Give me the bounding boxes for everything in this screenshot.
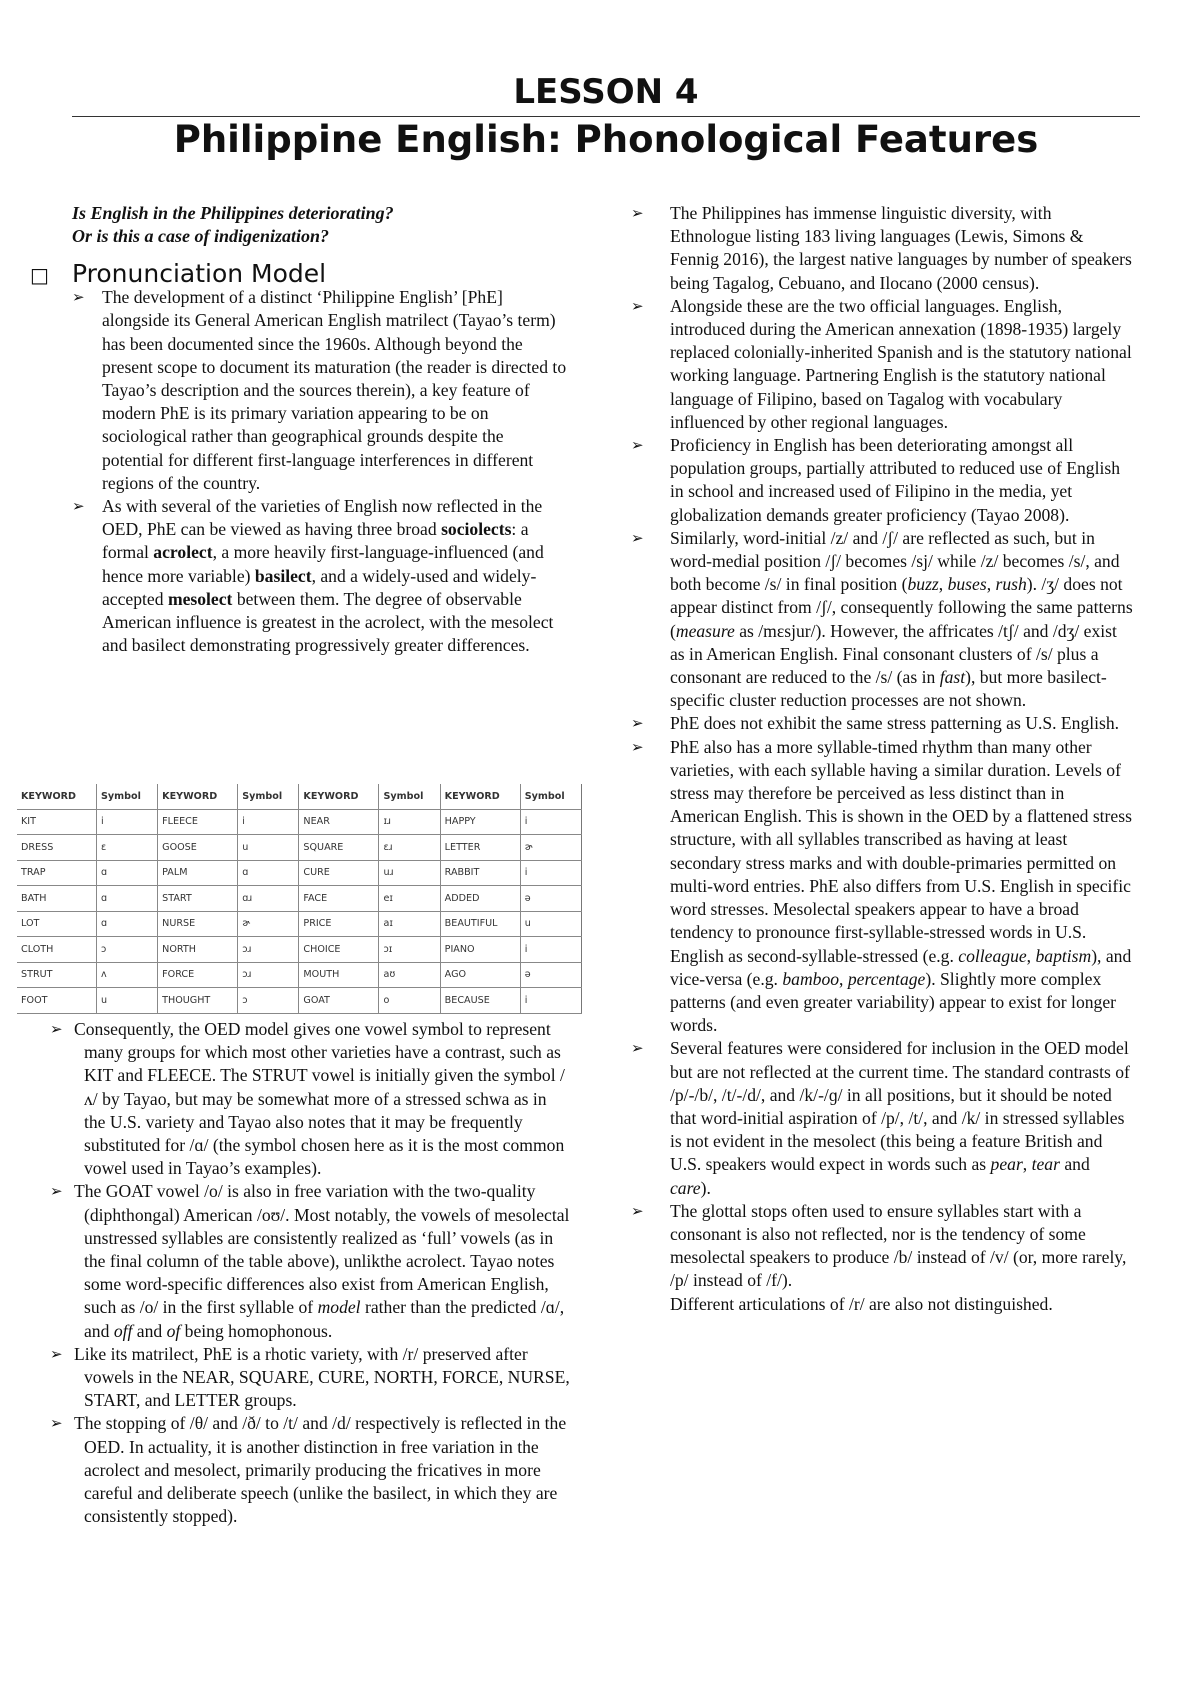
table-header-cell: KEYWORD	[158, 784, 238, 809]
table-row	[17, 809, 582, 835]
left-bullet-lower-text: Like its matrilect, PhE is a rhotic variety, with /r/ preserved after vowels in the NEAR, SQUARE, CURE, NORTH, FORCE, NURSE, START, and LETTER groups.	[74, 1343, 570, 1411]
right-bullet-list	[630, 202, 1134, 1293]
table-cell: BECAUSE	[440, 988, 520, 1014]
table-cell: u	[96, 988, 157, 1014]
table-cell: ɑ	[96, 860, 157, 886]
right-bullet-text: The Philippines has immense linguistic diversity, with Ethnologue listing 183 living languages (Lewis, Simons & Fennig 2016), the largest native languages by number of speakers being Tagalog, Cebuano, and Ilocano (2000 census).	[670, 203, 1132, 293]
table-cell: RABBIT	[440, 860, 520, 886]
right-bullet-text: The glottal stops often used to ensure syllables start with a consonant is also not reflected, nor is the tendency of some mesolectal speakers to produce /b/ instead of /v/ (or, more rarely, /p/ instead of /f/).	[670, 1200, 1127, 1291]
left-bullet-lower-item	[50, 1018, 570, 1180]
arrow-bullet-icon: ➢	[631, 296, 644, 315]
table-cell: eɪ	[379, 886, 440, 912]
right-bullet-item	[630, 712, 1134, 735]
table-cell: ɑ	[96, 911, 157, 937]
right-bullet-text: PhE does not exhibit the same stress patterning as U.S. English.	[670, 713, 1120, 734]
arrow-bullet-icon: ➢	[631, 436, 644, 455]
arrow-bullet-icon: ➢	[50, 1414, 63, 1433]
table-cell: HAPPY	[440, 809, 520, 835]
intro-question-2: Or is this a case of indigenization?	[72, 226, 330, 246]
table-cell: ɔɪ	[379, 937, 440, 963]
table-cell: aɪ	[379, 911, 440, 937]
arrow-bullet-icon: ➢	[631, 1039, 644, 1058]
table-cell: CLOTH	[17, 937, 96, 963]
table-cell: NURSE	[158, 911, 238, 937]
table-cell: CURE	[299, 860, 379, 886]
table-cell: PRICE	[299, 911, 379, 937]
left-bullet-list	[72, 286, 568, 657]
arrow-bullet-icon: ➢	[72, 497, 85, 516]
table-cell: ə	[520, 962, 581, 988]
table-cell: PIANO	[440, 937, 520, 963]
arrow-bullet-icon: ➢	[50, 1182, 63, 1201]
table-cell: ɔ	[238, 988, 299, 1014]
table-cell: GOOSE	[158, 835, 238, 861]
left-column	[30, 202, 568, 657]
table-header-cell: Symbol	[379, 784, 440, 809]
table-cell: BATH	[17, 886, 96, 912]
title-rule	[72, 116, 1140, 117]
table-cell: START	[158, 886, 238, 912]
closing-note: Different articulations of /r/ are also not distinguished.	[670, 1293, 1053, 1314]
arrow-bullet-icon: ➢	[631, 1201, 644, 1220]
table-cell: SQUARE	[299, 835, 379, 861]
arrow-bullet-icon: ➢	[631, 737, 644, 756]
table-row	[17, 860, 582, 886]
table-cell: i	[520, 937, 581, 963]
table-header-cell: KEYWORD	[440, 784, 520, 809]
left-bullet-item	[72, 495, 568, 657]
left-bullet-text: As with several of the varieties of English now reflected in the OED, PhE can be viewed as having three broad sociolects: a formal acrolect, a more heavily first-language-influenced (and hence more variable) basilect, and a widely-used and widely-accepted mesolect between them. The degree of observable American influence is greatest in the acrolect, with the mesolect and basilect demonstrating progressively greater differences.	[102, 496, 554, 656]
table-row	[17, 937, 582, 963]
table-row	[17, 911, 582, 937]
right-bullet-text: Similarly, word-initial /z/ and /ʃ/ are reflected as such, but in word-medial position /ʃ/ becomes /sj/ while /z/ becomes /s/, and both become /s/ in final position (buzz, buses, rush). /ʒ/ does not appear distinct from /ʃ/, consequently following the same patterns (measure as /mɛsjur/). However, the affricates /tʃ/ and /dʒ/ exist as in American English. Final consonant clusters of /s/ plus a consonant are reduced to the /s/ (as in fast), but more basilect-specific cluster reduction processes are not shown.	[670, 527, 1133, 711]
left-bullet-lower-item	[50, 1343, 570, 1413]
table-cell: i	[520, 809, 581, 835]
right-bullet-text: PhE also has a more syllable-timed rhythm than many other varieties, with each syllable having a similar duration. Levels of stress may therefore be perceived as less distinct than in American English. This is shown in the OED by a flattened stress structure, with all syllables transcribed as having at least secondary stress marks and with double-primaries permitted on multi-word entries. PhE also differs from U.S. English in specific word stresses. Mesolectal speakers appear to have a broad tendency to pronounce first-syllable-stressed words in U.S. English as second-syllable-stressed (e.g. colleague, baptism), and vice-versa (e.g. bamboo, percentage). Slightly more complex patterns (and even greater variability) appear to exist for longer words.	[670, 736, 1132, 1036]
left-bullet-lower-text: The stopping of /θ/ and /ð/ to /t/ and /d/ respectively is reflected in the OED. In actuality, it is another distinction in free variation in the acrolect and mesolect, primarily producing the fricatives in more careful and deliberate speech (unlike the basilect, in which they are consistently stopped).	[74, 1413, 567, 1527]
left-column-lower	[50, 1018, 570, 1528]
table-cell: u	[238, 835, 299, 861]
left-bullet-text: The development of a distinct ‘Philippine English’ [PhE] alongside its General American English matrilect (Tayao’s term) has been documented since the 1960s. Although beyond the present scope to document its maturation (the reader is directed to Tayao’s description and the sources therein), a key feature of modern PhE is its primary variation appearing to be on sociological rather than geographical grounds despite the potential for different first-language interferences in different regions of the country.	[102, 287, 567, 493]
table-cell: DRESS	[17, 835, 96, 861]
table-cell: LOT	[17, 911, 96, 937]
right-column	[630, 202, 1134, 1316]
left-bullet-list-2	[50, 1018, 570, 1528]
arrow-bullet-icon: ➢	[631, 528, 644, 547]
table-cell: ə	[520, 886, 581, 912]
table-cell: CHOICE	[299, 937, 379, 963]
table-row	[17, 962, 582, 988]
table-header-cell: KEYWORD	[299, 784, 379, 809]
right-bullet-text: Proficiency in English has been deteriorating amongst all population groups, partially attributed to reduced use of English in school and increased used of Filipino in the media, yet globalization demands greater proficiency (Tayao 2008).	[670, 435, 1121, 525]
table-cell: uɹ	[379, 860, 440, 886]
right-bullet-item	[630, 736, 1134, 1038]
right-bullet-item	[630, 434, 1134, 527]
table-cell: MOUTH	[299, 962, 379, 988]
left-bullet-lower-text: The GOAT vowel /o/ is also in free variation with the two-quality (diphthongal) American /oʊ/. Most notably, the vowels of mesolectal unstressed syllables are consistently realized as ‘full’ vowels (as in the final column of the table above), unlikthe acrolect. Tayao notes some word-specific differences also exist from American English, such as /o/ in the first syllable of model rather than the predicted /ɑ/, and off and of being homophonous.	[74, 1181, 570, 1341]
table-cell: ɑɹ	[238, 886, 299, 912]
table-cell: ɑ	[96, 886, 157, 912]
table-cell: NEAR	[299, 809, 379, 835]
table-row	[17, 835, 582, 861]
right-bullet-text: Alongside these are the two official languages. English, introduced during the American annexation (1898-1935) largely replaced colonially-inherited Spanish and is the statutory national working language. Partnering English is the statutory national language of Filipino, based on Tagalog with vocabulary influenced by other regional languages.	[670, 295, 1132, 432]
table-cell: i	[520, 860, 581, 886]
table-cell: ɪɹ	[379, 809, 440, 835]
page-title: Philippine English: Phonological Features	[173, 118, 1039, 161]
table-cell: LETTER	[440, 835, 520, 861]
table-cell: ɚ	[238, 911, 299, 937]
table-cell: o	[379, 988, 440, 1014]
left-bullet-lower-item	[50, 1180, 570, 1342]
table-cell: BEAUTIFUL	[440, 911, 520, 937]
left-bullet-lower-item	[50, 1412, 570, 1528]
table-cell: ɔɹ	[238, 937, 299, 963]
table-cell: ɔ	[96, 937, 157, 963]
section-heading-text: Pronunciation Model	[72, 259, 327, 288]
table-cell: ɛɹ	[379, 835, 440, 861]
table-row	[17, 988, 582, 1014]
table-cell: i	[96, 809, 157, 835]
table-cell: FACE	[299, 886, 379, 912]
table-header-cell: KEYWORD	[17, 784, 96, 809]
table-header-cell: Symbol	[96, 784, 157, 809]
arrow-bullet-icon: ➢	[50, 1020, 63, 1038]
table-cell: i	[238, 809, 299, 835]
right-bullet-text: Several features were considered for inclusion in the OED model but are not reflected at the current time. The standard contrasts of /p/-/b/, /t/-/d/, and /k/-/ɡ/ in all positions, but it should be noted that word-initial aspiration of /p/, /t/, and /k/ in stressed syllables is not evident in the mesolect (this being a feature British and U.S. speakers would expect in words such as pear, tear and care).	[670, 1038, 1130, 1198]
table-cell: i	[520, 988, 581, 1014]
table-cell: PALM	[158, 860, 238, 886]
table-cell: TRAP	[17, 860, 96, 886]
arrow-bullet-icon: ➢	[50, 1344, 63, 1363]
table-cell: NORTH	[158, 937, 238, 963]
table-cell: KIT	[17, 809, 96, 835]
table-cell: ɛ	[96, 835, 157, 861]
table-cell: FLEECE	[158, 809, 238, 835]
intro-question-1: Is English in the Philippines deteriorating?	[72, 203, 394, 223]
right-bullet-item	[630, 202, 1134, 295]
section-heading	[30, 259, 568, 288]
table-cell: THOUGHT	[158, 988, 238, 1014]
lesson-number: LESSON 4	[513, 72, 699, 112]
table-cell: GOAT	[299, 988, 379, 1014]
arrow-bullet-icon: ➢	[631, 714, 644, 733]
table-cell: ɔɹ	[238, 962, 299, 988]
table-cell: aʊ	[379, 962, 440, 988]
arrow-bullet-icon: ➢	[72, 288, 85, 307]
left-bullet-lower-text: Consequently, the OED model gives one vowel symbol to represent many groups for which most other varieties have a contrast, such as KIT and FLEECE. The STRUT vowel is initially given the symbol /ʌ/ by Tayao, but may be somewhat more of a stressed schwa as in the U.S. variety and Tayao also notes that it may be frequently substituted for /ɑ/ (the symbol chosen here as it is the most common vowel used in Tayao’s examples).	[74, 1019, 565, 1179]
right-bullet-item	[630, 527, 1134, 713]
right-bullet-item	[630, 1037, 1134, 1199]
table-cell: ADDED	[440, 886, 520, 912]
table-row	[17, 886, 582, 912]
table-cell: u	[520, 911, 581, 937]
table-cell: ʌ	[96, 962, 157, 988]
table-cell: FOOT	[17, 988, 96, 1014]
square-bullet-icon: □	[30, 263, 49, 287]
table-header-cell: Symbol	[520, 784, 581, 809]
table-cell: ɑ	[238, 860, 299, 886]
vowel-keyword-table	[17, 784, 582, 1014]
right-bullet-item	[630, 295, 1134, 434]
table-cell: AGO	[440, 962, 520, 988]
arrow-bullet-icon: ➢	[631, 204, 644, 222]
table-cell: STRUT	[17, 962, 96, 988]
left-bullet-item	[72, 286, 568, 495]
table-header-cell: Symbol	[238, 784, 299, 809]
table-cell: FORCE	[158, 962, 238, 988]
right-bullet-item	[630, 1200, 1134, 1293]
table-cell: ɚ	[520, 835, 581, 861]
